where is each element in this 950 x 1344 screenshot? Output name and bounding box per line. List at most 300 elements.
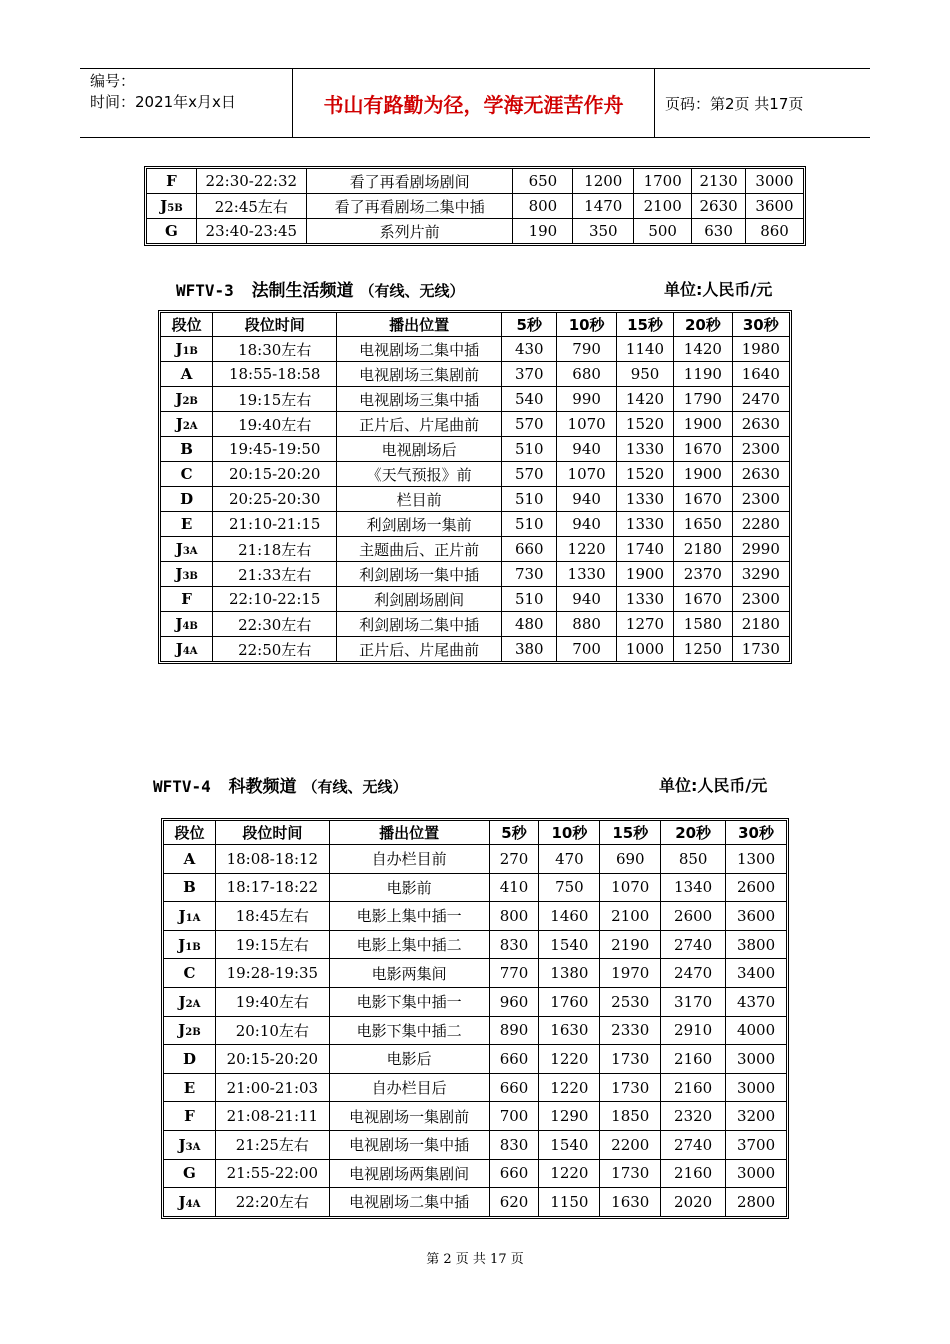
price-10s: 350 (573, 219, 634, 244)
price-10s: 1200 (573, 169, 634, 194)
segment-cell (161, 537, 213, 562)
segment-cell (161, 362, 213, 387)
price-20s: 2160 (661, 1045, 726, 1074)
price-5s: 510 (502, 587, 557, 612)
price-30s: 3700 (726, 1130, 787, 1159)
price-5s: 890 (489, 1016, 539, 1045)
placement: 电视剧场二集中插 (337, 337, 502, 362)
price-30s: 2280 (732, 512, 789, 537)
price-30s: 860 (746, 219, 804, 244)
price-5s: 700 (489, 1102, 539, 1131)
price-20s: 1340 (661, 873, 726, 902)
section3-code: WFTV-3 (176, 281, 234, 300)
placement: 《天气预报》前 (337, 462, 502, 487)
section4-unit: 单位:人民币/元 (659, 776, 768, 795)
price-5s: 510 (502, 512, 557, 537)
slot-time: 21:33左右 (213, 562, 337, 587)
price-20s: 1190 (674, 362, 732, 387)
column-header: 15秒 (600, 821, 661, 845)
price-5s: 830 (489, 1130, 539, 1159)
placement: 自办栏目后 (329, 1073, 489, 1102)
price-10s: 1540 (539, 930, 600, 959)
price-15s: 500 (634, 219, 692, 244)
price-5s: 660 (502, 537, 557, 562)
price-5s: 510 (502, 487, 557, 512)
segment-letter: J (178, 1192, 186, 1211)
price-5s: 800 (489, 902, 539, 931)
slot-time: 23:40-23:45 (196, 219, 306, 244)
price-30s: 1980 (732, 337, 789, 362)
slot-time: 20:25-20:30 (213, 487, 337, 512)
segment-cell (164, 930, 216, 959)
price-10s: 1760 (539, 987, 600, 1016)
price-15s: 1850 (600, 1102, 661, 1131)
price-15s: 1270 (616, 612, 673, 637)
column-header: 段位时间 (215, 821, 329, 845)
price-20s: 1900 (674, 462, 732, 487)
price-30s: 2630 (732, 462, 789, 487)
segment-cell (161, 337, 213, 362)
table-row (164, 1045, 787, 1074)
slot-time: 19:28-19:35 (215, 959, 329, 988)
table-row (164, 1130, 787, 1159)
slot-time: 19:40左右 (215, 987, 329, 1016)
slot-time: 22:30-22:32 (196, 169, 306, 194)
table-row (164, 930, 787, 959)
price-20s: 2130 (692, 169, 746, 194)
segment-letter: D (180, 490, 194, 508)
slot-time: 21:25左右 (215, 1130, 329, 1159)
segment-cell (164, 1073, 216, 1102)
section3-note: （有线、无线） (359, 282, 465, 300)
segment-letter: J (178, 1021, 186, 1040)
price-5s: 660 (489, 1045, 539, 1074)
price-15s: 1900 (616, 562, 673, 587)
price-5s: 660 (489, 1073, 539, 1102)
price-20s: 2470 (661, 959, 726, 988)
price-20s: 1670 (674, 487, 732, 512)
table-row (161, 337, 790, 362)
table-row (164, 959, 787, 988)
price-30s: 4370 (726, 987, 787, 1016)
section3-title (176, 276, 465, 301)
placement: 电视剧场二集中插 (329, 1188, 489, 1217)
price-30s: 1640 (732, 362, 789, 387)
price-15s: 1700 (634, 169, 692, 194)
segment-letter: F (184, 1107, 195, 1126)
price-30s: 2300 (732, 437, 789, 462)
price-30s: 3000 (726, 1073, 787, 1102)
price-15s: 2100 (600, 902, 661, 931)
table-row (164, 987, 787, 1016)
slot-time: 22:20左右 (215, 1188, 329, 1217)
price-5s: 190 (513, 219, 573, 244)
price-15s: 690 (600, 845, 661, 874)
slot-time: 21:08-21:11 (215, 1102, 329, 1131)
table-row (164, 873, 787, 902)
slot-time: 19:40左右 (213, 412, 337, 437)
table-row (161, 612, 790, 637)
price-15s: 1520 (616, 412, 673, 437)
page-header (80, 68, 870, 138)
price-5s: 410 (489, 873, 539, 902)
table-row (164, 845, 787, 874)
price-15s: 1420 (616, 387, 673, 412)
price-20s: 2740 (661, 930, 726, 959)
price-5s: 620 (489, 1188, 539, 1217)
header-motto: 书山有路勤为径，学海无涯苦作舟 (293, 69, 655, 137)
section4-name: 科教频道 (228, 777, 297, 797)
price-5s: 380 (502, 637, 557, 662)
slot-time: 20:15-20:20 (215, 1045, 329, 1074)
segment-cell (164, 1102, 216, 1131)
price-15s: 1730 (600, 1073, 661, 1102)
column-header: 15秒 (616, 313, 673, 337)
segment-subscript: 1B (182, 346, 198, 357)
price-10s: 1380 (539, 959, 600, 988)
segment-letter: J (178, 935, 186, 954)
segment-letter: J (175, 390, 183, 408)
price-5s: 570 (502, 412, 557, 437)
segment-letter: G (165, 222, 178, 240)
price-5s: 650 (513, 169, 573, 194)
segment-cell (161, 487, 213, 512)
price-15s: 1000 (616, 637, 673, 662)
table-row (164, 1159, 787, 1188)
price-5s: 270 (489, 845, 539, 874)
price-10s: 700 (557, 637, 616, 662)
slot-time: 18:30左右 (213, 337, 337, 362)
price-15s: 2330 (600, 1016, 661, 1045)
price-20s: 2600 (661, 902, 726, 931)
segment-cell (161, 412, 213, 437)
section4-title (153, 772, 408, 797)
placement: 利剑剧场一集中插 (337, 562, 502, 587)
placement: 电视剧场三集剧前 (337, 362, 502, 387)
segment-subscript: 2B (182, 396, 198, 407)
segment-subscript: 2B (185, 1027, 201, 1039)
placement: 电影前 (329, 873, 489, 902)
segment-subscript: 3A (185, 1141, 201, 1153)
segment-subscript: 3A (182, 546, 198, 557)
segment-letter: J (175, 415, 183, 433)
segment-letter: E (180, 515, 193, 533)
price-10s: 680 (557, 362, 616, 387)
placement: 系列片前 (306, 219, 513, 244)
column-header: 20秒 (674, 313, 732, 337)
placement: 正片后、片尾曲前 (337, 637, 502, 662)
price-15s: 1970 (600, 959, 661, 988)
price-15s: 1740 (616, 537, 673, 562)
price-15s: 1520 (616, 462, 673, 487)
price-10s: 1630 (539, 1016, 600, 1045)
segment-cell (161, 437, 213, 462)
price-10s: 1290 (539, 1102, 600, 1131)
segment-letter: J (175, 540, 183, 558)
slot-time: 18:08-18:12 (215, 845, 329, 874)
segment-subscript: 2A (185, 998, 201, 1010)
price-20s: 1670 (674, 437, 732, 462)
segment-letter: J (175, 565, 183, 583)
segment-subscript: 2A (182, 421, 198, 432)
price-20s: 2320 (661, 1102, 726, 1131)
placement: 自办栏目前 (329, 845, 489, 874)
price-30s: 2180 (732, 612, 789, 637)
rate-table-wftv3 (160, 312, 790, 662)
price-5s: 770 (489, 959, 539, 988)
column-header: 10秒 (557, 313, 616, 337)
price-20s: 2370 (674, 562, 732, 587)
price-15s: 1330 (616, 437, 673, 462)
slot-time: 19:45-19:50 (213, 437, 337, 462)
price-30s: 3000 (726, 1045, 787, 1074)
table-row (164, 1188, 787, 1217)
segment-cell (147, 219, 197, 244)
section3-name: 法制生活频道 (251, 281, 354, 301)
placement: 电视剧场一集剧前 (329, 1102, 489, 1131)
price-30s: 2600 (726, 873, 787, 902)
price-15s: 1140 (616, 337, 673, 362)
price-15s: 2190 (600, 930, 661, 959)
price-30s: 3290 (732, 562, 789, 587)
placement: 看了再看剧场剧间 (306, 169, 513, 194)
price-20s: 2910 (661, 1016, 726, 1045)
segment-cell (161, 587, 213, 612)
table-row (161, 362, 790, 387)
price-15s: 1730 (600, 1045, 661, 1074)
price-30s: 3600 (746, 194, 804, 219)
segment-cell (164, 873, 216, 902)
header-meta (80, 69, 293, 137)
column-header: 段位时间 (213, 313, 337, 337)
segment-cell (161, 612, 213, 637)
segment-cell (164, 987, 216, 1016)
placement: 利剑剧场剧间 (337, 587, 502, 612)
section4-note: （有线、无线） (302, 778, 408, 796)
segment-cell (161, 387, 213, 412)
placement: 电影上集中插二 (329, 930, 489, 959)
segment-letter: J (160, 197, 168, 215)
placement: 电视剧场后 (337, 437, 502, 462)
price-30s: 4000 (726, 1016, 787, 1045)
column-header: 10秒 (539, 821, 600, 845)
price-5s: 800 (513, 194, 573, 219)
price-15s: 1330 (616, 587, 673, 612)
placement: 电视剧场两集剧间 (329, 1159, 489, 1188)
price-20s: 1420 (674, 337, 732, 362)
segment-cell (164, 1130, 216, 1159)
column-header: 播出位置 (337, 313, 502, 337)
segment-cell (161, 512, 213, 537)
placement: 电影两集间 (329, 959, 489, 988)
price-30s: 1300 (726, 845, 787, 874)
slot-time: 21:10-21:15 (213, 512, 337, 537)
table-row (161, 537, 790, 562)
price-10s: 1220 (539, 1073, 600, 1102)
segment-letter: C (180, 465, 193, 483)
slot-time: 18:17-18:22 (215, 873, 329, 902)
table-row (147, 194, 804, 219)
header-page-label: 页码：第2页 共17页 (665, 94, 804, 113)
table-header-row (161, 313, 790, 337)
number-label: 编号： (90, 72, 136, 90)
segment-letter: J (175, 615, 183, 633)
segment-letter: B (183, 878, 196, 897)
price-20s: 2020 (661, 1188, 726, 1217)
price-20s: 2160 (661, 1073, 726, 1102)
price-20s: 1790 (674, 387, 732, 412)
price-10s: 990 (557, 387, 616, 412)
placement: 电视剧场一集中插 (329, 1130, 489, 1159)
price-15s: 950 (616, 362, 673, 387)
segment-cell (164, 1188, 216, 1217)
slot-time: 22:10-22:15 (213, 587, 337, 612)
price-10s: 750 (539, 873, 600, 902)
price-10s: 470 (539, 845, 600, 874)
slot-time: 20:15-20:20 (213, 462, 337, 487)
segment-cell (161, 462, 213, 487)
column-header: 段位 (161, 313, 213, 337)
price-30s: 3000 (726, 1159, 787, 1188)
table-row (161, 487, 790, 512)
placement: 正片后、片尾曲前 (337, 412, 502, 437)
placement: 栏目前 (337, 487, 502, 512)
page-footer: 第 2 页 共 17 页 (426, 1252, 524, 1267)
segment-cell (147, 194, 197, 219)
table-row (147, 169, 804, 194)
segment-subscript: 4A (182, 646, 198, 657)
price-30s: 3400 (726, 959, 787, 988)
price-30s: 2630 (732, 412, 789, 437)
price-10s: 1220 (557, 537, 616, 562)
column-header: 30秒 (732, 313, 789, 337)
price-10s: 1460 (539, 902, 600, 931)
rate-table-continued (146, 168, 804, 244)
price-20s: 3170 (661, 987, 726, 1016)
rate-table-wftv4 (163, 820, 787, 1217)
slot-time: 21:55-22:00 (215, 1159, 329, 1188)
slot-time: 18:55-18:58 (213, 362, 337, 387)
segment-subscript: 4A (185, 1198, 201, 1210)
price-15s: 2100 (634, 194, 692, 219)
price-5s: 660 (489, 1159, 539, 1188)
segment-letter: E (183, 1078, 196, 1097)
price-20s: 1650 (674, 512, 732, 537)
slot-time: 19:15左右 (213, 387, 337, 412)
price-30s: 3800 (726, 930, 787, 959)
price-30s: 2470 (732, 387, 789, 412)
price-10s: 940 (557, 587, 616, 612)
placement: 电视剧场三集中插 (337, 387, 502, 412)
price-20s: 2740 (661, 1130, 726, 1159)
slot-time: 21:00-21:03 (215, 1073, 329, 1102)
price-30s: 2990 (732, 537, 789, 562)
slot-time: 19:15左右 (215, 930, 329, 959)
price-30s: 3200 (726, 1102, 787, 1131)
segment-letter: J (178, 992, 186, 1011)
segment-letter: J (178, 906, 186, 925)
price-10s: 1470 (573, 194, 634, 219)
section3-unit: 单位:人民币/元 (664, 280, 773, 299)
time-label: 时间：2021年x月x日 (90, 93, 236, 111)
slot-time: 22:30左右 (213, 612, 337, 637)
price-15s: 1330 (616, 487, 673, 512)
table-row (164, 902, 787, 931)
price-10s: 1220 (539, 1045, 600, 1074)
price-30s: 2300 (732, 587, 789, 612)
price-10s: 940 (557, 487, 616, 512)
placement: 利剑剧场二集中插 (337, 612, 502, 637)
table-row (147, 219, 804, 244)
price-10s: 1070 (557, 412, 616, 437)
price-10s: 790 (557, 337, 616, 362)
segment-cell (161, 562, 213, 587)
slot-time: 22:45左右 (196, 194, 306, 219)
price-20s: 1250 (674, 637, 732, 662)
price-20s: 1900 (674, 412, 732, 437)
price-15s: 2530 (600, 987, 661, 1016)
placement: 电影后 (329, 1045, 489, 1074)
table-row (164, 1016, 787, 1045)
segment-cell (161, 637, 213, 662)
segment-cell (147, 169, 197, 194)
price-15s: 2200 (600, 1130, 661, 1159)
segment-letter: B (180, 440, 193, 458)
price-30s: 2300 (732, 487, 789, 512)
price-15s: 1630 (600, 1188, 661, 1217)
segment-letter: A (183, 849, 196, 868)
table-row (161, 462, 790, 487)
price-30s: 1730 (732, 637, 789, 662)
segment-subscript: 5B (167, 203, 183, 214)
column-header: 播出位置 (329, 821, 489, 845)
segment-letter: J (175, 640, 183, 658)
price-20s: 850 (661, 845, 726, 874)
price-30s: 3600 (726, 902, 787, 931)
price-20s: 630 (692, 219, 746, 244)
table-row (164, 1102, 787, 1131)
section4-code: WFTV-4 (153, 777, 211, 796)
table-row (161, 587, 790, 612)
column-header: 5秒 (489, 821, 539, 845)
price-30s: 3000 (746, 169, 804, 194)
column-header: 20秒 (661, 821, 726, 845)
segment-cell (164, 845, 216, 874)
placement: 电影下集中插二 (329, 1016, 489, 1045)
price-15s: 1330 (616, 512, 673, 537)
price-15s: 1730 (600, 1159, 661, 1188)
slot-time: 22:50左右 (213, 637, 337, 662)
price-20s: 1670 (674, 587, 732, 612)
price-20s: 2630 (692, 194, 746, 219)
table-row (161, 437, 790, 462)
segment-letter: C (183, 964, 196, 983)
price-5s: 480 (502, 612, 557, 637)
slot-time: 20:10左右 (215, 1016, 329, 1045)
table-row (161, 387, 790, 412)
price-10s: 940 (557, 512, 616, 537)
table-row (161, 412, 790, 437)
price-10s: 880 (557, 612, 616, 637)
price-10s: 1540 (539, 1130, 600, 1159)
price-5s: 430 (502, 337, 557, 362)
segment-subscript: 4B (182, 621, 198, 632)
price-5s: 960 (489, 987, 539, 1016)
segment-letter: G (183, 1164, 196, 1183)
price-5s: 370 (502, 362, 557, 387)
slot-time: 21:18左右 (213, 537, 337, 562)
table-row (161, 562, 790, 587)
